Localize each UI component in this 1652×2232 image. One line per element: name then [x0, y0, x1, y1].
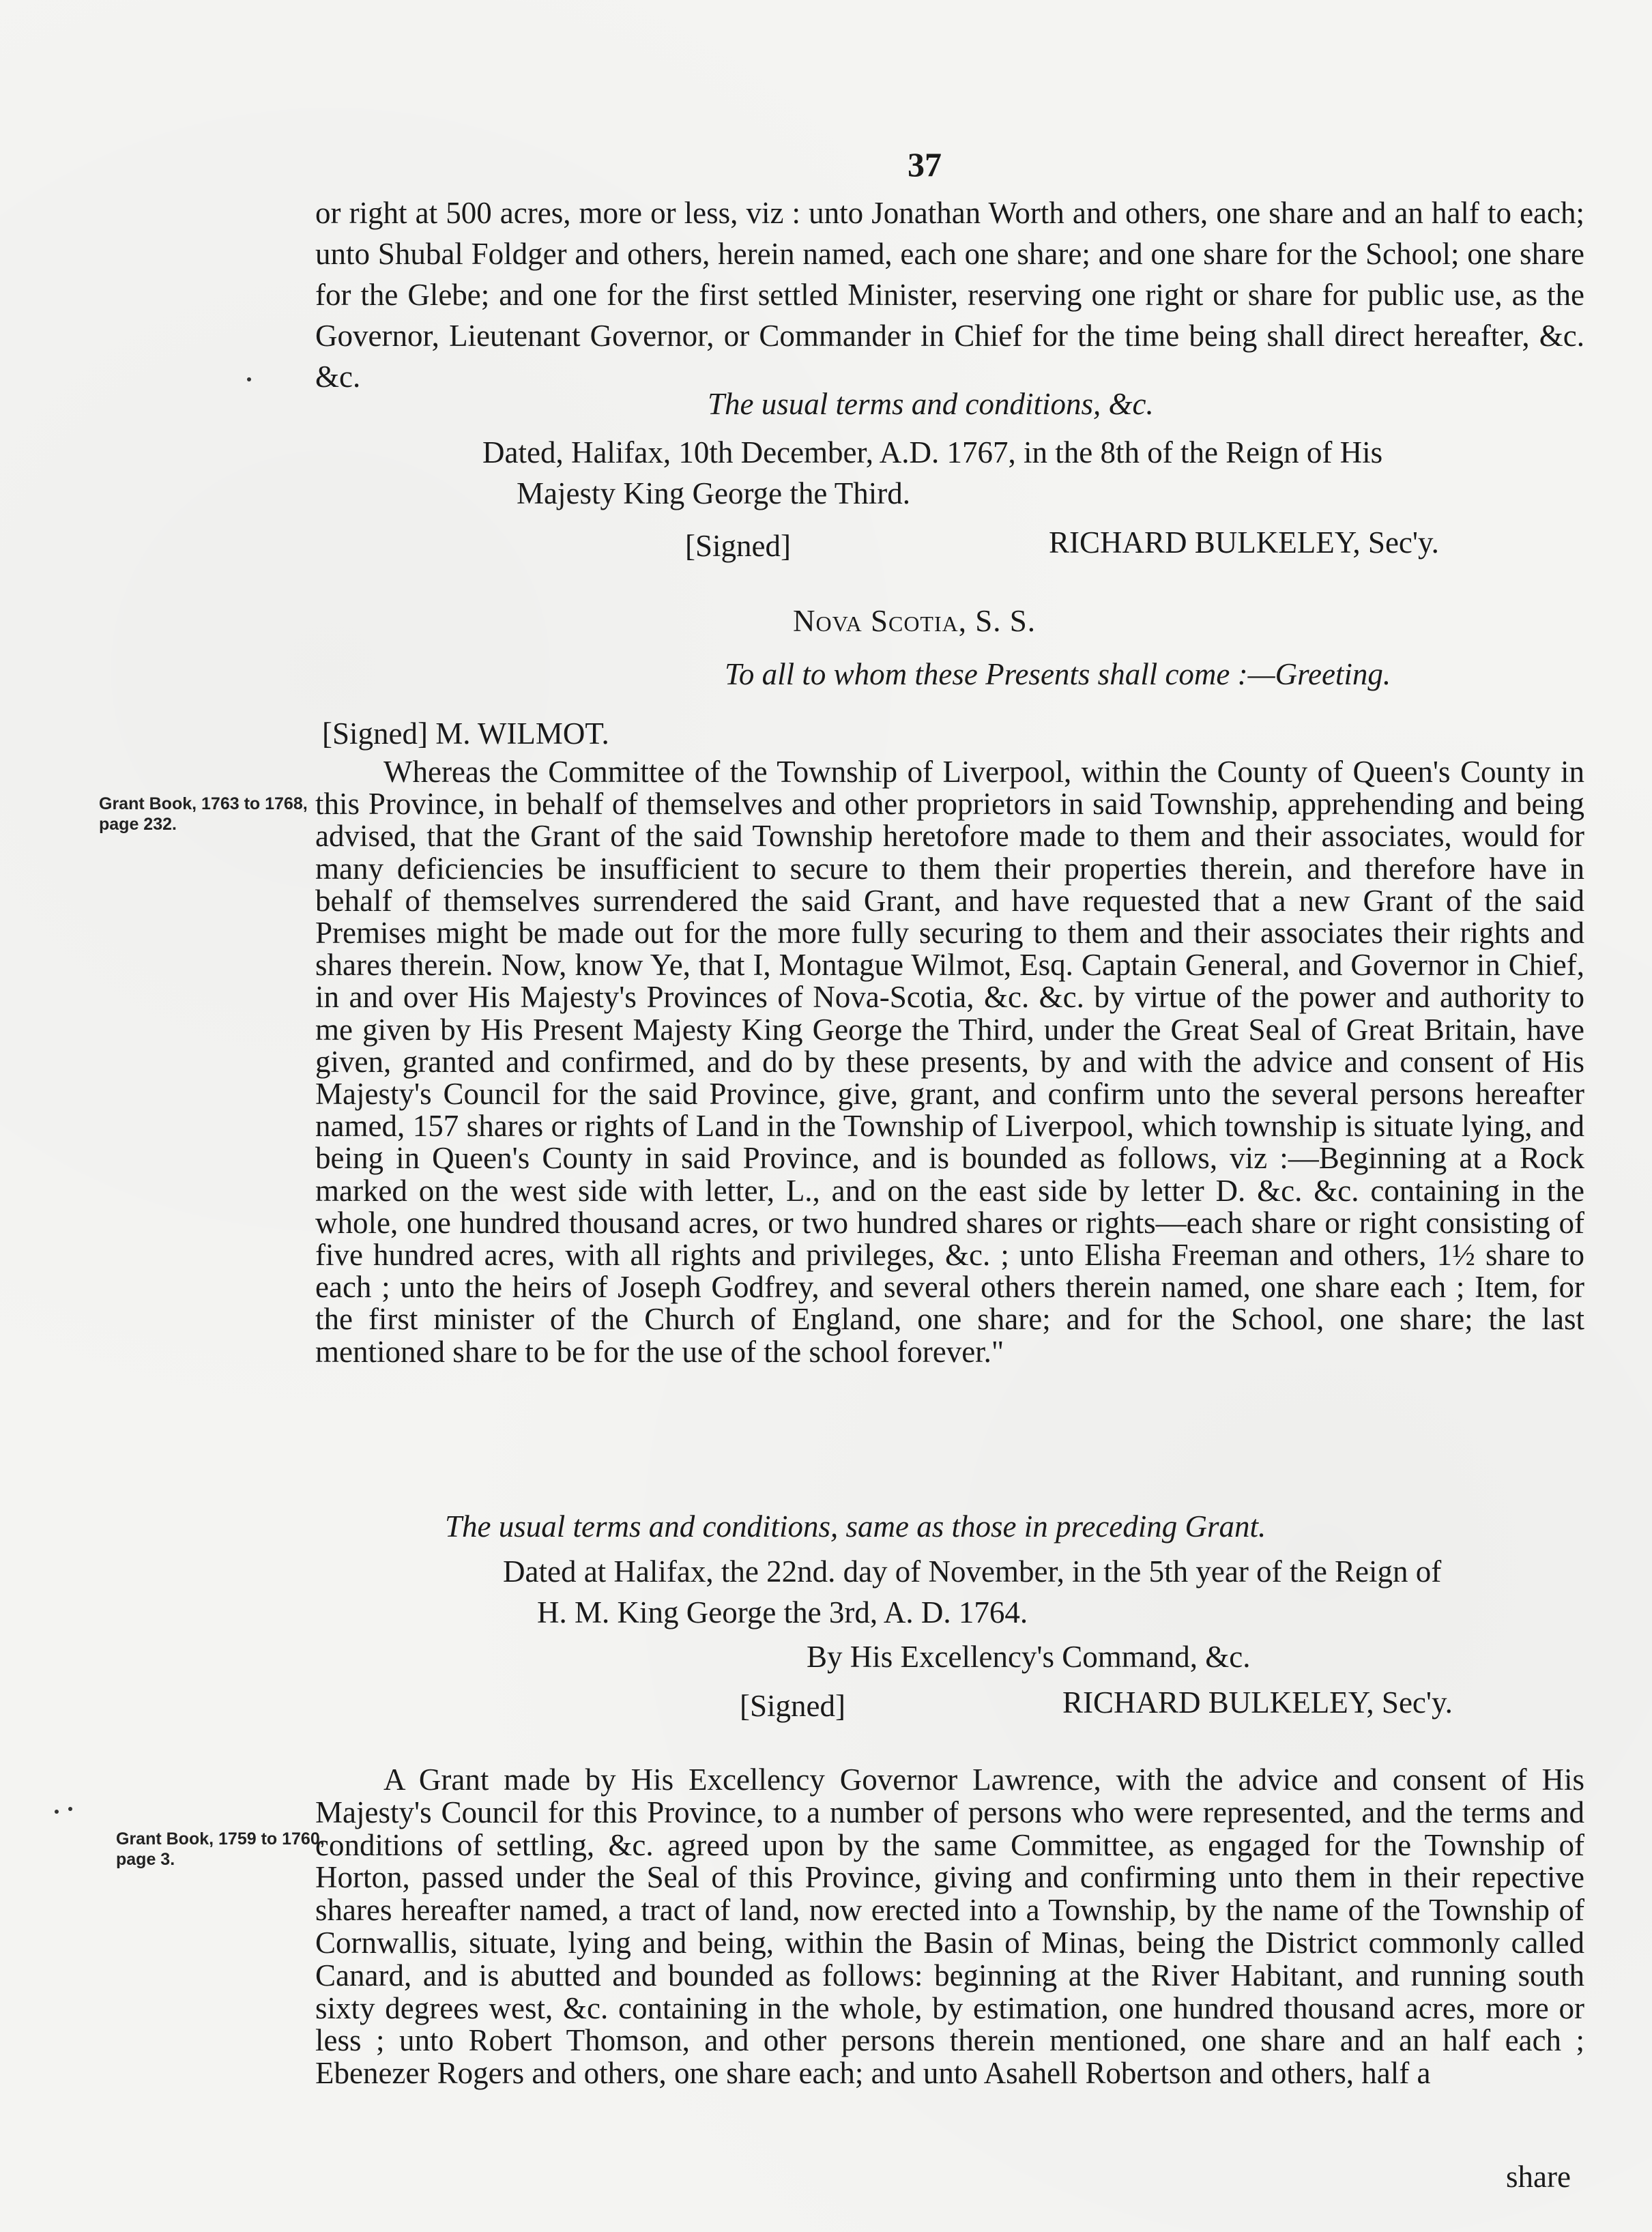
dated-text-1: Dated, Halifax, 10th December, A.D. 1767, in the 8th of the Reign of His [482, 435, 1383, 469]
dated-cont-2: H. M. King George the 3rd, A. D. 1764. [537, 1595, 1028, 1629]
terms-conditions-2: The usual terms and conditions, same as those in preceding Grant. [445, 1509, 1266, 1543]
liverpool-grant-text: Whereas the Committee of the Township of Liverpool, within the County of Queen's County in this Province, in behalf of themselves and other proprietors in said Township, apprehending and being advised, that the Grant of the said Township heretofore made to them and their associates, would for many deficiencies be insufficient to secure to them their properties therein, and therefore have in behalf of themselves surrendered the said Grant, and have requested that a new Grant of the said Premises might be made out for the more fully securing to them and their associates their rights and shares therein. Now, know Ye, that I, Montague Wilmot, Esq. Captain General, and Governor in Chief, in and over His Majesty's Provinces of Nova-Scotia, &c. &c. by virtue of the power and authority to me given by His Present Majesty King George the Third, under the Great Seal of Great Britain, have given, granted and confirmed, and do by these presents, by and with the advice and consent of His Majesty's Council for the said Province, give, grant, and confirm unto the several persons hereafter named, 157 shares or rights of Land in the Township of Liverpool, which township is situate lying, and being in Queen's County in said Province, and is bounded as follows, viz :—Beginning at a Rock marked on the west side with letter, L., and on the east side by letter D. &c. &c. containing in the whole, one hundred thousand acres, or two hundred shares or rights—each share or right consisting of five hundred acres, with all rights and privileges, &c. ; unto Elisha Freeman and others, 1½ share to each ; unto the heirs of Joseph Godfrey, and several others therein named, one share each ; Item, for the first minister of the Church of England, one share; and for the School, one share; the last mentioned share to be for the use of the school forever." [315, 755, 1584, 1369]
greeting-line: To all to whom these Presents shall come :—Greeting. [725, 657, 1391, 691]
command-line: By His Excellency's Command, &c. [807, 1640, 1251, 1674]
signer-1: RICHARD BULKELEY, Sec'y. [1049, 525, 1439, 560]
dated-cont-1: Majesty King George the Third. [517, 476, 910, 510]
dated-line-2 [503, 1551, 1554, 1633]
terms-conditions-1: The usual terms and conditions, &c. [708, 387, 1154, 421]
signer-2: RICHARD BULKELEY, Sec'y. [1062, 1685, 1453, 1720]
margin-note-grant-book-1763: Grant Book, 1763 to 1768, page 232. [99, 794, 308, 834]
grant-text-continued: or right at 500 acres, more or less, viz : unto Jonathan Worth and others, one share and an half to each; unto Shubal Foldger and others, herein named, each one share; and one share for the School; one share for the Glebe; and one for the first settled Minister, reserving one right or share for public use, as the Governor, Lieutenant Governor, or Commander in Chief for the time being shall direct hereafter, &c. &c. [315, 196, 1584, 394]
cornwallis-grant-text: A Grant made by His Excellency Governor Lawrence, with the advice and consent of His Majesty's Council for this Province, to a number of persons who were represented, and the terms and conditions of settling, &c. agreed upon by the same Committee, as engaged for the Township of Horton, passed under the Seal of this Province, giving and confirming unto them in their repective shares hereafter named, a tract of land, now erected into a Township, by the name of the Township of Cornwallis, situate, lying and being, within the Basin of Minas, being the District commonly called Canard, and is abutted and bounded as follows: beginning at the River Habitant, and running south sixty degrees west, &c. containing in the whole, by estimation, one hundred thousand acres, more or less ; unto Robert Thomson, and other persons therein mentioned, one share and an half each ; Ebenezer Rogers and others, one share each; and unto Asahell Robertson and others, half a [315, 1763, 1584, 2091]
page-number: 37 [908, 145, 942, 184]
signed-label-1: [Signed] [685, 529, 791, 563]
nova-scotia-heading: Nova Scotia, S. S. [793, 604, 1037, 638]
dated-text-2: Dated at Halifax, the 22nd. day of November, in the 5th year of the Reign of [503, 1554, 1442, 1589]
margin-note-grant-book-1759: Grant Book, 1759 to 1760, page 3. [116, 1829, 325, 1869]
print-speck [68, 1807, 72, 1811]
signed-label-2: [Signed] [740, 1689, 845, 1723]
print-speck [247, 377, 251, 381]
catchword: share [1506, 2160, 1571, 2194]
dated-line-1 [482, 432, 1533, 514]
signed-wilmot: [Signed] M. WILMOT. [322, 716, 609, 751]
print-speck [55, 1810, 59, 1814]
